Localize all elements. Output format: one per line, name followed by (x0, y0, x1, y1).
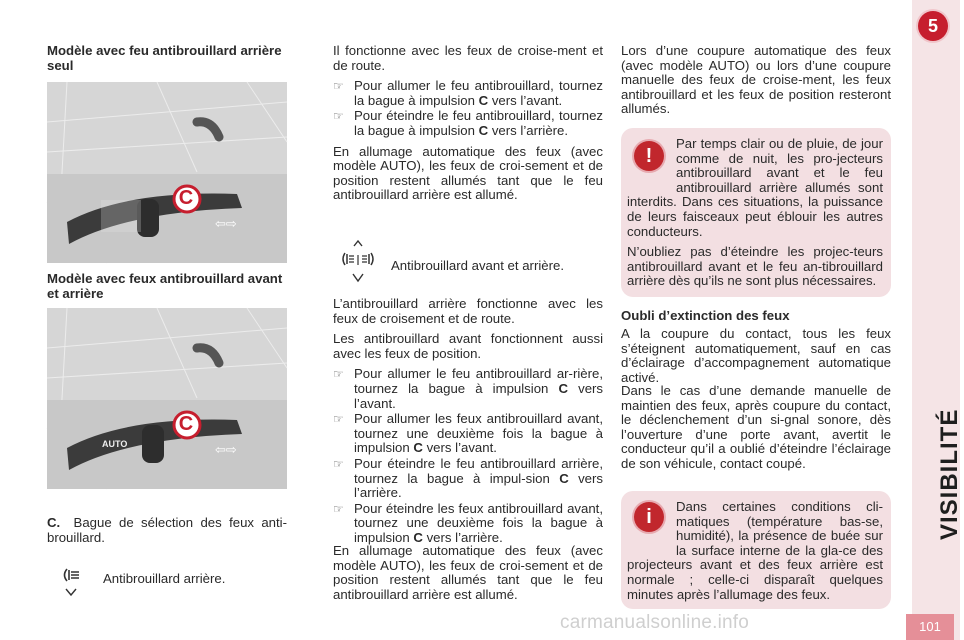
bullet-text: Pour éteindre le feu antibrouillard, tournez la bague à impulsion (354, 108, 603, 138)
col3-intro: Lors d’une coupure automatique des feux (avec modèle AUTO) ou lors d’une coupure manuelle des feux de croise-ment, les feux antibrouillard et les feux de position resteront allumés. (621, 43, 891, 117)
chapter-title: VISIBILITÉ (936, 408, 963, 540)
warning-icon: ! (634, 141, 664, 171)
bullet-item (333, 502, 603, 546)
bullet-item (333, 412, 603, 456)
bullet-text: Pour allumer les feux antibrouillard avant, tournez une deuxième fois la bague à impulsion (354, 411, 603, 456)
stalk-illustration (47, 82, 287, 263)
pointing-hand-icon: ☞ (333, 79, 344, 94)
rear-fog-caption: Antibrouillard arrière. (103, 571, 226, 586)
intro-text: Il fonctionne avec les feux de croise-ment et de route. (333, 43, 603, 73)
stalk-figure-front-rear (47, 308, 287, 489)
bullet-text-end: vers l’arrière. (354, 470, 603, 501)
auto-text-2: En allumage automatique des feux (avec modèle AUTO), les feux de croi-sement et de position restent allumés tant que le feu antibrouillard arrière est allumé. (333, 543, 603, 602)
bullet-list-b (333, 367, 603, 545)
bullet-bold: C (478, 122, 489, 138)
bullet-text: Pour éteindre les feux antibrouillard avant, tournez une deuxième fois la bague à impulsion (354, 500, 603, 545)
info-content (627, 500, 883, 602)
legend-c (47, 516, 287, 545)
pointing-hand-icon: ☞ (333, 412, 344, 427)
callout-c-label: C (178, 187, 194, 209)
warning-para-2: N’oubliez pas d’éteindre les projec-teurs antibrouillard avant et le feu an-tibrouillard arrière dès qu’ils ne sont plus nécessaires. (627, 244, 883, 289)
heading-front-rear-fog-model: Modèle avec feux antibrouillard avant et arrière (47, 271, 283, 301)
bullet-item (333, 79, 603, 108)
bullet-bold: C (558, 380, 568, 396)
watermark: carmanualsonline.info (560, 612, 750, 633)
pointing-hand-icon: ☞ (333, 367, 344, 382)
bullet-text: Pour allumer le feu antibrouillard ar-rière, tournez la bague à impulsion (354, 366, 603, 396)
info-float (627, 500, 676, 544)
col3-para-1: A la coupure du contact, tous les feux s’éteignent automatiquement, sauf en cas d’éclairage d’accompagnement automatique activé. (621, 326, 891, 385)
heading-forgotten-lights: Oubli d’extinction des feux (621, 308, 790, 323)
bullet-text-end: vers l’avant. (422, 440, 497, 456)
pointing-hand-icon: ☞ (333, 456, 344, 471)
bullet-text: Pour éteindre le feu antibrouillard arrière, tournez la bague à impul-sion (354, 455, 603, 486)
warning-float (627, 137, 676, 181)
column-2-lower (333, 297, 603, 547)
info-icon: i (634, 502, 664, 532)
heading-rear-fog-model: Modèle avec feu antibrouillard arrière seul (47, 43, 282, 73)
auto-label: AUTO (102, 439, 128, 449)
pointing-hand-icon: ☞ (333, 109, 344, 124)
bullet-bold: C (413, 529, 423, 545)
page-number: 101 (906, 614, 954, 640)
arrows-icon-2: ⇦⇨ (215, 442, 237, 457)
bullet-text-end: vers l’arrière. (422, 529, 503, 545)
auto-text-1: En allumage automatique des feux (avec modèle AUTO), les feux de croi-sement et de position restent allumés tant que le feu antibrouillard arrière est allumé. (333, 143, 603, 203)
front-rear-fog-symbol-icon (340, 241, 376, 285)
bullet-bold: C (478, 92, 489, 108)
info-box (621, 491, 891, 609)
pointing-hand-icon: ☞ (333, 501, 344, 516)
bullet-item (333, 367, 603, 411)
bullet-text-end: vers l’avant. (488, 92, 563, 108)
bullet-list-a (333, 79, 603, 138)
bullet-item (333, 109, 603, 138)
chapter-number-badge: 5 (918, 11, 948, 41)
bullet-item (333, 457, 603, 501)
bullet-text: Pour allumer le feu antibrouillard, tournez la bague à impulsion (354, 78, 603, 108)
bullet-text-end: vers l’avant. (354, 380, 604, 411)
bullet-text-end: vers l’arrière. (488, 122, 569, 138)
callout-c-label-2: C (178, 413, 194, 435)
stalk-illustration-auto (47, 308, 287, 489)
stalk-figure-rear-only (47, 82, 287, 263)
front-rear-fog-caption: Antibrouillard avant et arrière. (391, 258, 564, 273)
rear-works-text: L’antibrouillard arrière fonctionne avec les feux de croisement et de route. (333, 296, 603, 326)
arrows-icon: ⇦⇨ (215, 216, 237, 231)
col3-para-2: Dans le cas d’une demande manuelle de maintien des feux, après coupure du contact, le déclenchement d’un si-gnal sonore, dès l’ouverture d’une porte avant, avertit le conducteur qu’il a oublié d’éteindre l’éclairage de son véhicule, contact coupé. (621, 383, 891, 471)
warning-box (621, 128, 891, 297)
bullet-bold: C (413, 440, 423, 456)
info-text: Dans certaines conditions cli-matiques (température bas-se, humidité), la présence de buée sur la surface interne de la gla-ce des projecteurs avant et des feux arrière est normale ; celle-ci disparaît quelques minutes après l’allumage des feux. (627, 499, 883, 602)
warning-content (627, 137, 883, 289)
warning-para-1: Par temps clair ou de pluie, de jour comme de nuit, les pro-jecteurs antibrouillard avant et le feu antibrouillard arrière allumés sont interdits. Dans ces situations, la puissance de leurs faisceaux peut éblouir les autres conducteurs. (627, 136, 883, 239)
chapter-sidebar (912, 0, 960, 640)
bullet-bold: C (559, 470, 569, 486)
column-2 (333, 44, 603, 209)
legend-text: Bague de sélection des feux anti-brouillard. (47, 515, 287, 545)
rear-fog-symbol-icon (60, 566, 82, 598)
front-works-text: Les antibrouillard avant fonctionnent aussi avec les feux de position. (333, 331, 603, 361)
legend-letter: C. (47, 515, 61, 530)
